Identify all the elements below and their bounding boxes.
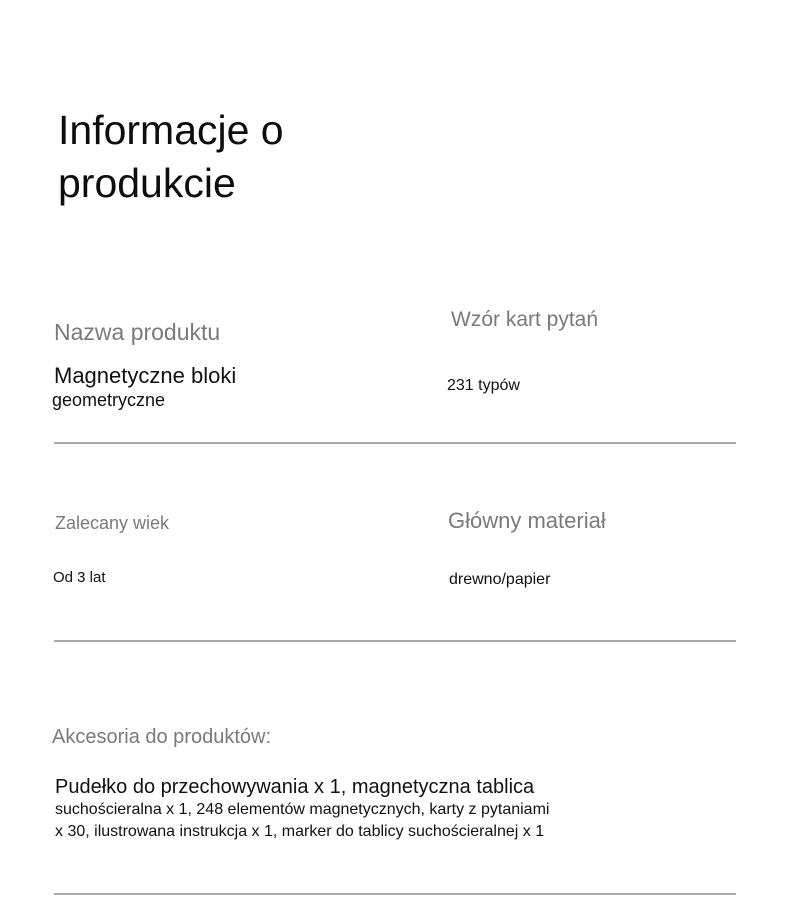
accessories-value xyxy=(55,775,655,843)
accessories-line-1: Pudełko do przechowywania x 1, magnetyczna tablica xyxy=(55,776,535,798)
divider xyxy=(54,640,736,642)
product-name-line-2: geometryczne xyxy=(52,390,166,410)
accessories-line-2: suchościeralna x 1, 248 elementów magnetycznych, karty z pytaniami xyxy=(55,801,550,818)
page-title: Informacje o produkcie xyxy=(58,107,284,206)
product-name-label: Nazwa produktu xyxy=(54,319,221,345)
main-material-label: Główny materiał xyxy=(448,508,606,533)
accessories-label: Akcesoria do produktów: xyxy=(52,726,272,748)
question-cards-value: 231 typów xyxy=(447,377,520,394)
product-name-line-1: Magnetyczne bloki xyxy=(54,363,237,388)
accessories-line-3: x 30, ilustrowana instrukcja x 1, marker do tablicy suchościeralnej x 1 xyxy=(55,823,545,840)
recommended-age-label: Zalecany wiek xyxy=(55,513,170,533)
recommended-age-value: Od 3 lat xyxy=(53,569,106,586)
divider xyxy=(54,442,736,444)
question-cards-label: Wzór kart pytań xyxy=(451,308,599,331)
divider xyxy=(54,893,736,895)
main-material-value: drewno/papier xyxy=(449,571,551,588)
product-name-value xyxy=(54,363,314,411)
